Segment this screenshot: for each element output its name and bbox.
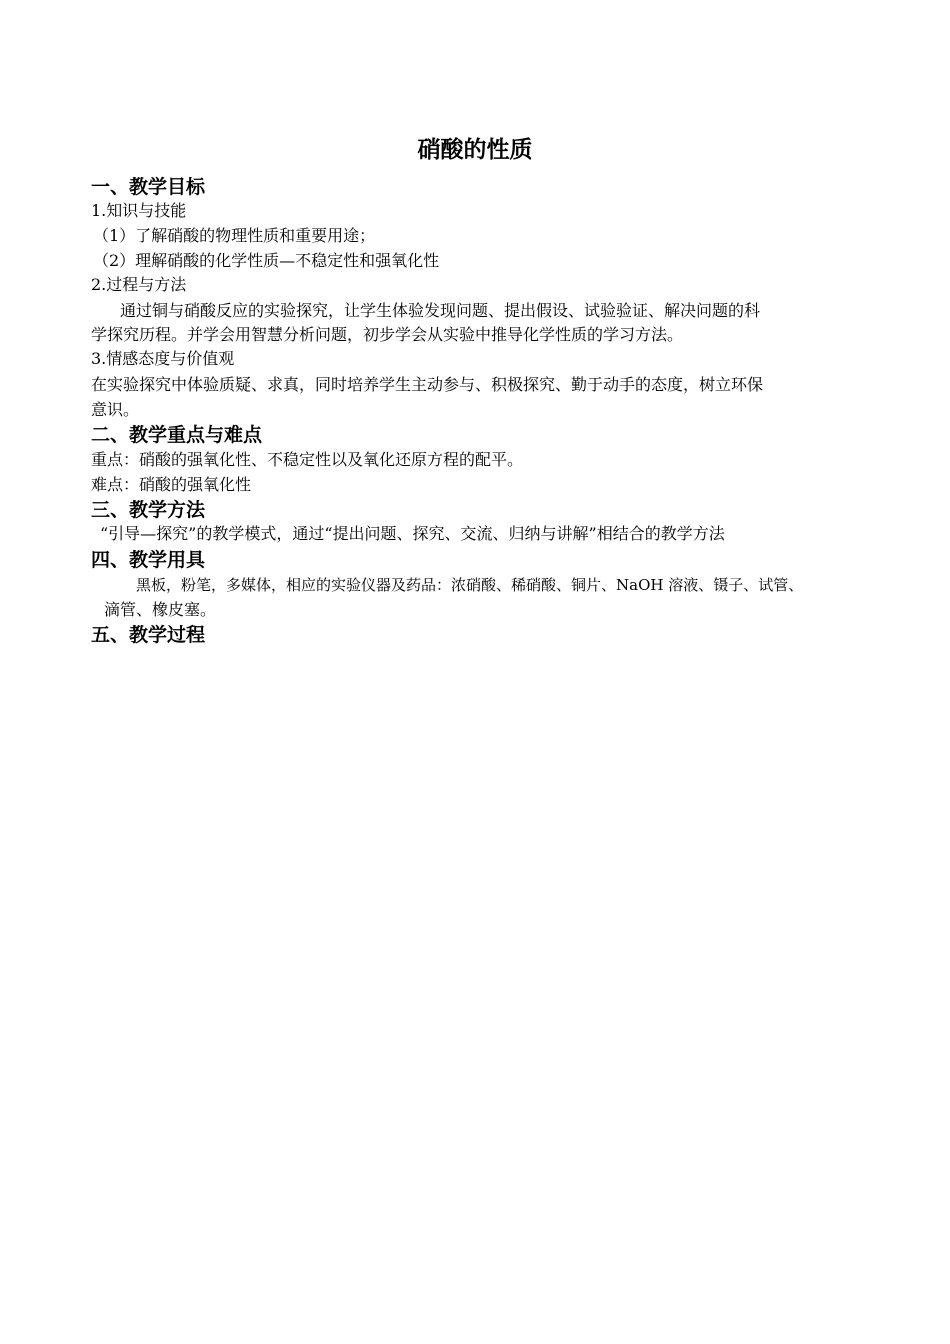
process-method-line-1: 通过铜与硝酸反应的实验探究，让学生体验发现问题、提出假设、试验验证、解决问题的科 <box>120 301 761 320</box>
process-method-line-2: 学探究历程。并学会用智慧分析问题，初步学会从实验中推导化学性质的学习方法。 <box>91 325 684 344</box>
subheading-process-method: 2.过程与方法 <box>91 275 187 294</box>
objective-item-2: （2）理解硝酸的化学性质—不稳定性和强氧化性 <box>93 251 440 270</box>
heading-teaching-tools: 四、教学用具 <box>91 549 206 571</box>
difficult-point-text: 难点：硝酸的强氧化性 <box>91 475 252 494</box>
heading-key-difficult-points: 二、教学重点与难点 <box>91 424 263 446</box>
attitude-values-line-1: 在实验探究中体验质疑、求真，同时培养学生主动参与、积极探究、勤于动手的态度，树立环保 <box>91 375 764 394</box>
teaching-tools-line-1: 黑板，粉笔，多媒体，相应的实验仪器及药品：浓硝酸、稀硝酸、铜片、NaOH 溶液、镊子、试管、 <box>136 576 804 594</box>
subheading-attitude-values: 3.情感态度与价值观 <box>91 349 235 368</box>
teaching-tools-line-2: 滴管、橡皮塞。 <box>104 600 217 619</box>
objective-item-1: （1）了解硝酸的物理性质和重要用途； <box>93 226 376 245</box>
teaching-method-text: “引导—探究”的教学模式，通过“提出问题、探究、交流、归纳与讲解”相结合的教学方法 <box>100 524 725 543</box>
heading-teaching-process: 五、教学过程 <box>91 624 206 646</box>
heading-teaching-method: 三、教学方法 <box>91 499 206 521</box>
key-point-text: 重点：硝酸的强氧化性、不稳定性以及氧化还原方程的配平。 <box>91 450 524 469</box>
subheading-knowledge-skills: 1.知识与技能 <box>91 201 187 220</box>
attitude-values-line-2: 意识。 <box>91 400 140 419</box>
heading-teaching-objectives: 一、教学目标 <box>91 176 206 198</box>
document-title: 硝酸的性质 <box>417 137 533 163</box>
